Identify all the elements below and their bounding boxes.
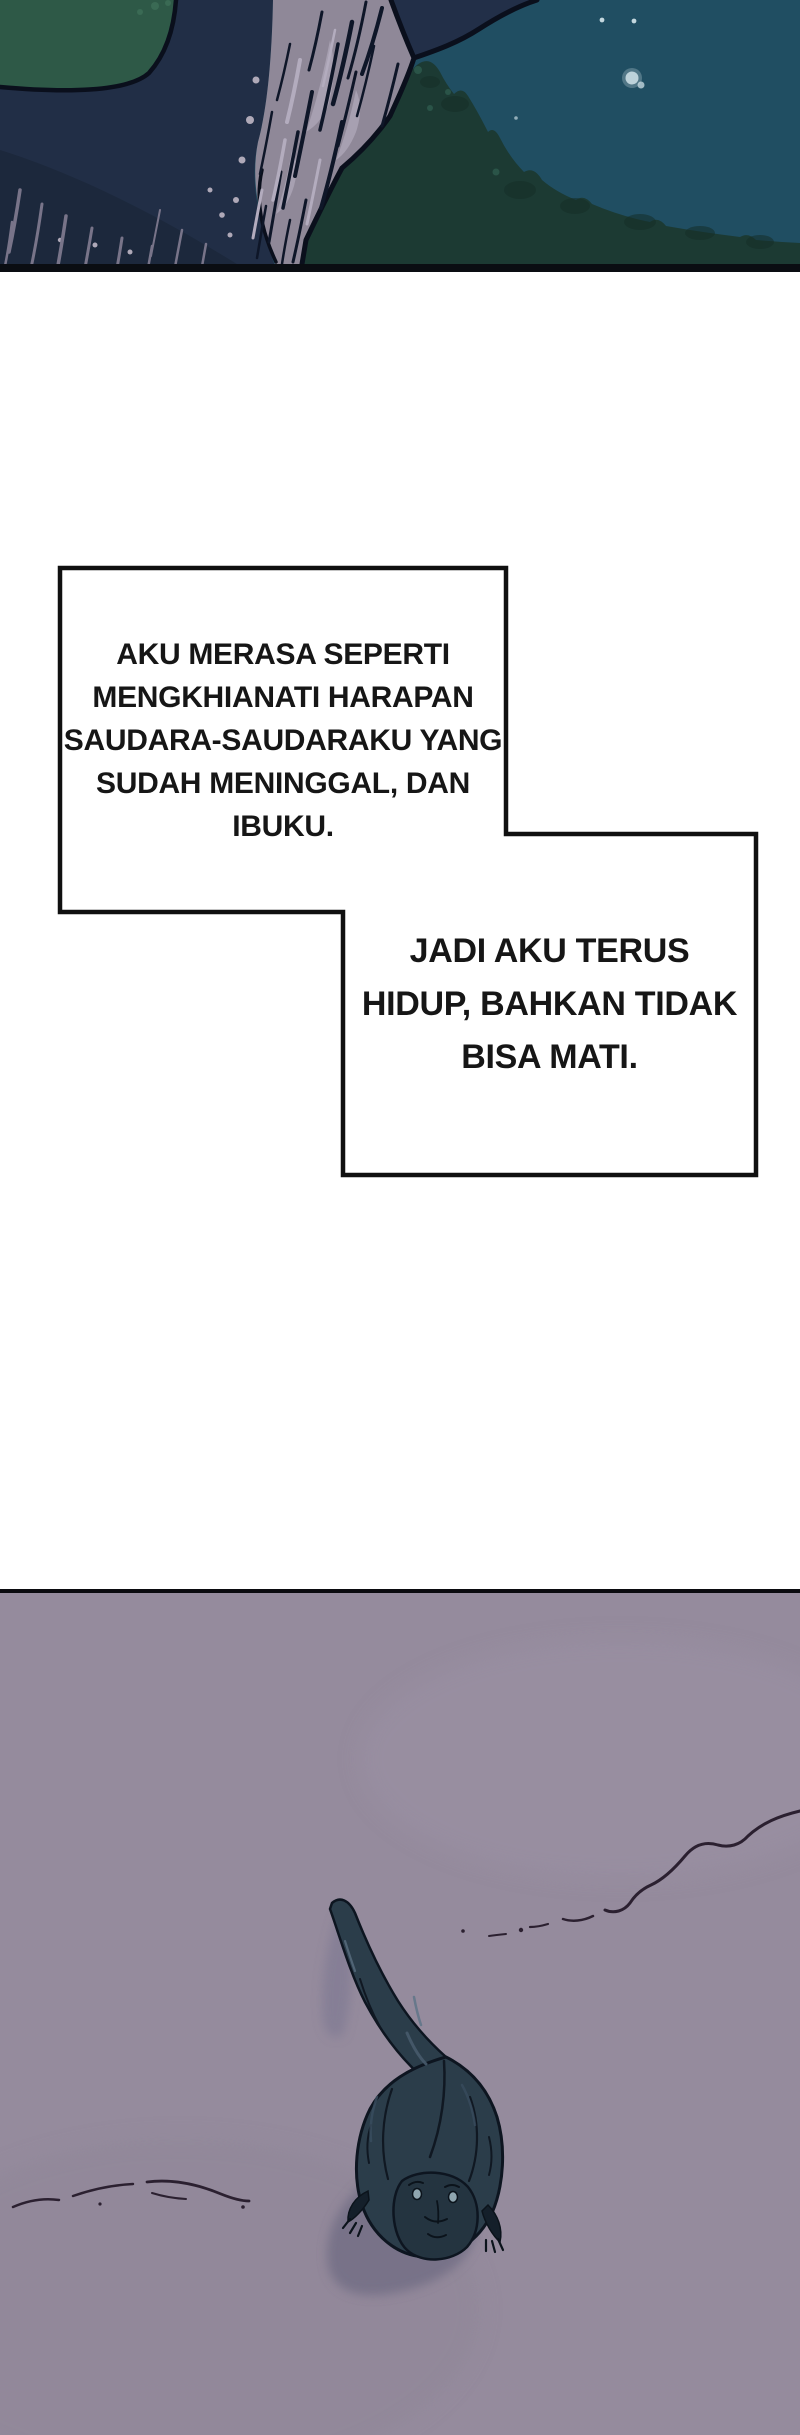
dino-eye-left — [413, 2189, 422, 2200]
bottom-panel-ground-scene — [0, 1589, 800, 2435]
narration-line: SUDAH MENINGGAL, DAN — [96, 766, 470, 800]
top-panel-border — [0, 264, 800, 272]
narration-line: HIDUP, BAHKAN TIDAK — [361, 984, 738, 1023]
narration-line: IBUKU. — [232, 809, 334, 843]
top-panel-night-scene — [0, 0, 800, 272]
narration-line: MENGKHIANATI HARAPAN — [92, 680, 474, 714]
crack-dot — [461, 1929, 465, 1933]
crack-dot — [519, 1928, 523, 1932]
dino-head — [393, 2173, 477, 2260]
narration-line: AKU MERASA SEPERTI — [116, 637, 450, 671]
crack-dot — [241, 2205, 245, 2209]
crack-dot — [98, 2202, 101, 2205]
narration-line: SAUDARA-SAUDARAKU YANG — [63, 723, 503, 757]
dino-eye-right — [449, 2192, 458, 2203]
narration-line: BISA MATI. — [461, 1037, 638, 1076]
narration-box-2 — [343, 837, 756, 1171]
narration-line: JADI AKU TERUS — [409, 931, 690, 970]
